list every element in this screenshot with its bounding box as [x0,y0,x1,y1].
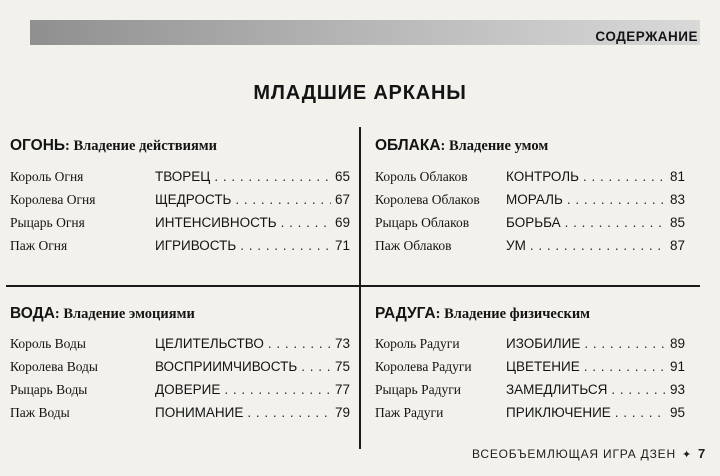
toc-entry [155,382,350,397]
entry-title: ПРИКЛЮЧЕНИЕ [506,405,611,420]
toc-entry [506,382,685,397]
leader-dots [240,238,331,253]
section-element: ОБЛАКА [375,137,441,154]
leader-dots [281,215,331,230]
page-number: 79 [334,405,350,420]
toc-entry [506,359,685,374]
page-number: 93 [669,382,685,397]
card-name: Король Облаков [375,169,468,184]
section-element: РАДУГА [375,305,436,322]
toc-row[interactable] [10,382,350,404]
card-name: Королева Огня [10,192,96,207]
section-subtitle: : Владение умом [440,138,549,154]
page-number: 69 [334,215,350,230]
card-name: Рыцарь Воды [10,382,88,397]
section-fire [10,137,350,253]
entry-title: ЦЕЛИТЕЛЬСТВО [155,336,264,351]
page-number: 95 [669,405,685,420]
toc-entry [506,192,685,207]
book-title: ВСЕОБЪЕМЛЮЩАЯ ИГРА ДЗЕН [471,447,676,461]
section-subtitle: : Владение эмоциями [54,306,195,322]
section-clouds [375,137,695,253]
entry-title: ДОВЕРИЕ [155,382,221,397]
section-element: ОГОНЬ [10,137,66,154]
leader-dots [583,169,666,184]
page-number: 67 [334,192,350,207]
entry-title: УМ [506,238,526,253]
page-number: 81 [669,169,685,184]
section-heading [375,305,695,323]
toc-entry [506,215,685,230]
header-title: СОДЕРЖАНИЕ [595,29,698,44]
card-name: Рыцарь Облаков [375,215,470,230]
page-number: 85 [669,215,685,230]
toc-row[interactable] [10,359,350,381]
toc-entry [155,169,350,184]
leader-dots [611,382,666,397]
page-number: 65 [334,169,350,184]
toc-row[interactable] [375,192,695,214]
section-heading [375,137,695,155]
leader-dots [214,169,331,184]
card-name: Паж Воды [10,405,70,420]
toc-entry [155,336,350,351]
card-name: Паж Огня [10,238,68,253]
entry-title: ИГРИВОСТЬ [155,238,237,253]
toc-row[interactable] [10,238,350,260]
page-number: 77 [334,382,350,397]
card-name: Король Радуги [375,336,460,351]
section-rainbow [375,305,695,420]
card-name: Паж Радуги [375,405,444,420]
separator-icon: ✦ [681,449,692,461]
toc-row[interactable] [375,215,695,237]
leader-dots [224,382,331,397]
toc-row[interactable] [10,215,350,237]
entry-title: ИЗОБИЛИЕ [506,336,581,351]
page-footer [472,446,706,461]
entry-title: ИНТЕНСИВНОСТЬ [155,215,277,230]
leader-dots [567,192,666,207]
leader-dots [301,359,331,374]
toc-row[interactable] [10,336,350,358]
entry-title: ЩЕДРОСТЬ [155,192,232,207]
entry-title: ТВОРЕЦ [155,169,211,184]
card-name: Король Воды [10,336,86,351]
toc-entry [155,359,350,374]
leader-dots [615,405,666,420]
vertical-divider [359,127,361,449]
section-heading [10,137,350,155]
section-element: ВОДА [10,305,55,322]
horizontal-divider [6,285,700,287]
page-number: 87 [669,238,685,253]
section-heading [10,305,350,323]
section-subtitle: : Владение действиями [65,138,218,154]
card-name: Король Огня [10,169,84,184]
card-name: Рыцарь Радуги [375,382,461,397]
toc-entry [506,238,685,253]
leader-dots [584,336,666,351]
toc-row[interactable] [375,382,695,404]
page-number: 91 [669,359,685,374]
entry-title: КОНТРОЛЬ [506,169,579,184]
section-water [10,305,350,420]
toc-entry [506,405,685,420]
toc-row[interactable] [375,359,695,381]
card-name: Королева Облаков [375,192,480,207]
section-subtitle: : Владение физическим [435,306,591,322]
page-title: МЛАДШИЕ АРКАНЫ [253,82,467,104]
entry-title: ВОСПРИИМЧИВОСТЬ [155,359,298,374]
leader-dots [247,405,331,420]
card-name: Королева Воды [10,359,99,374]
toc-row[interactable] [375,238,695,260]
page-number: 75 [334,359,350,374]
toc-entry [155,405,350,420]
page-number: 73 [334,336,350,351]
toc-row[interactable] [10,405,350,427]
leader-dots [584,359,666,374]
entry-title: ЦВЕТЕНИЕ [506,359,580,374]
card-name: Королева Радуги [375,359,472,374]
entry-title: ПОНИМАНИЕ [155,405,244,420]
toc-row[interactable] [375,336,695,358]
page-number: 71 [334,238,350,253]
toc-row[interactable] [10,192,350,214]
toc-row[interactable] [10,169,350,191]
toc-row[interactable] [375,405,695,427]
entry-title: БОРЬБА [506,215,561,230]
entry-title: ЗАМЕДЛИТЬСЯ [506,382,608,397]
footer-page-number: 7 [697,446,706,461]
leader-dots [268,336,331,351]
toc-row[interactable] [375,169,695,191]
toc-entry [155,238,350,253]
toc-entry [155,215,350,230]
toc-entry [506,336,685,351]
page-number: 83 [669,192,685,207]
entry-title: МОРАЛЬ [506,192,563,207]
page-number: 89 [669,336,685,351]
toc-entry [155,192,350,207]
leader-dots [565,215,666,230]
toc-entry [506,169,685,184]
card-name: Паж Облаков [375,238,452,253]
leader-dots [235,192,331,207]
leader-dots [530,238,666,253]
card-name: Рыцарь Огня [10,215,85,230]
